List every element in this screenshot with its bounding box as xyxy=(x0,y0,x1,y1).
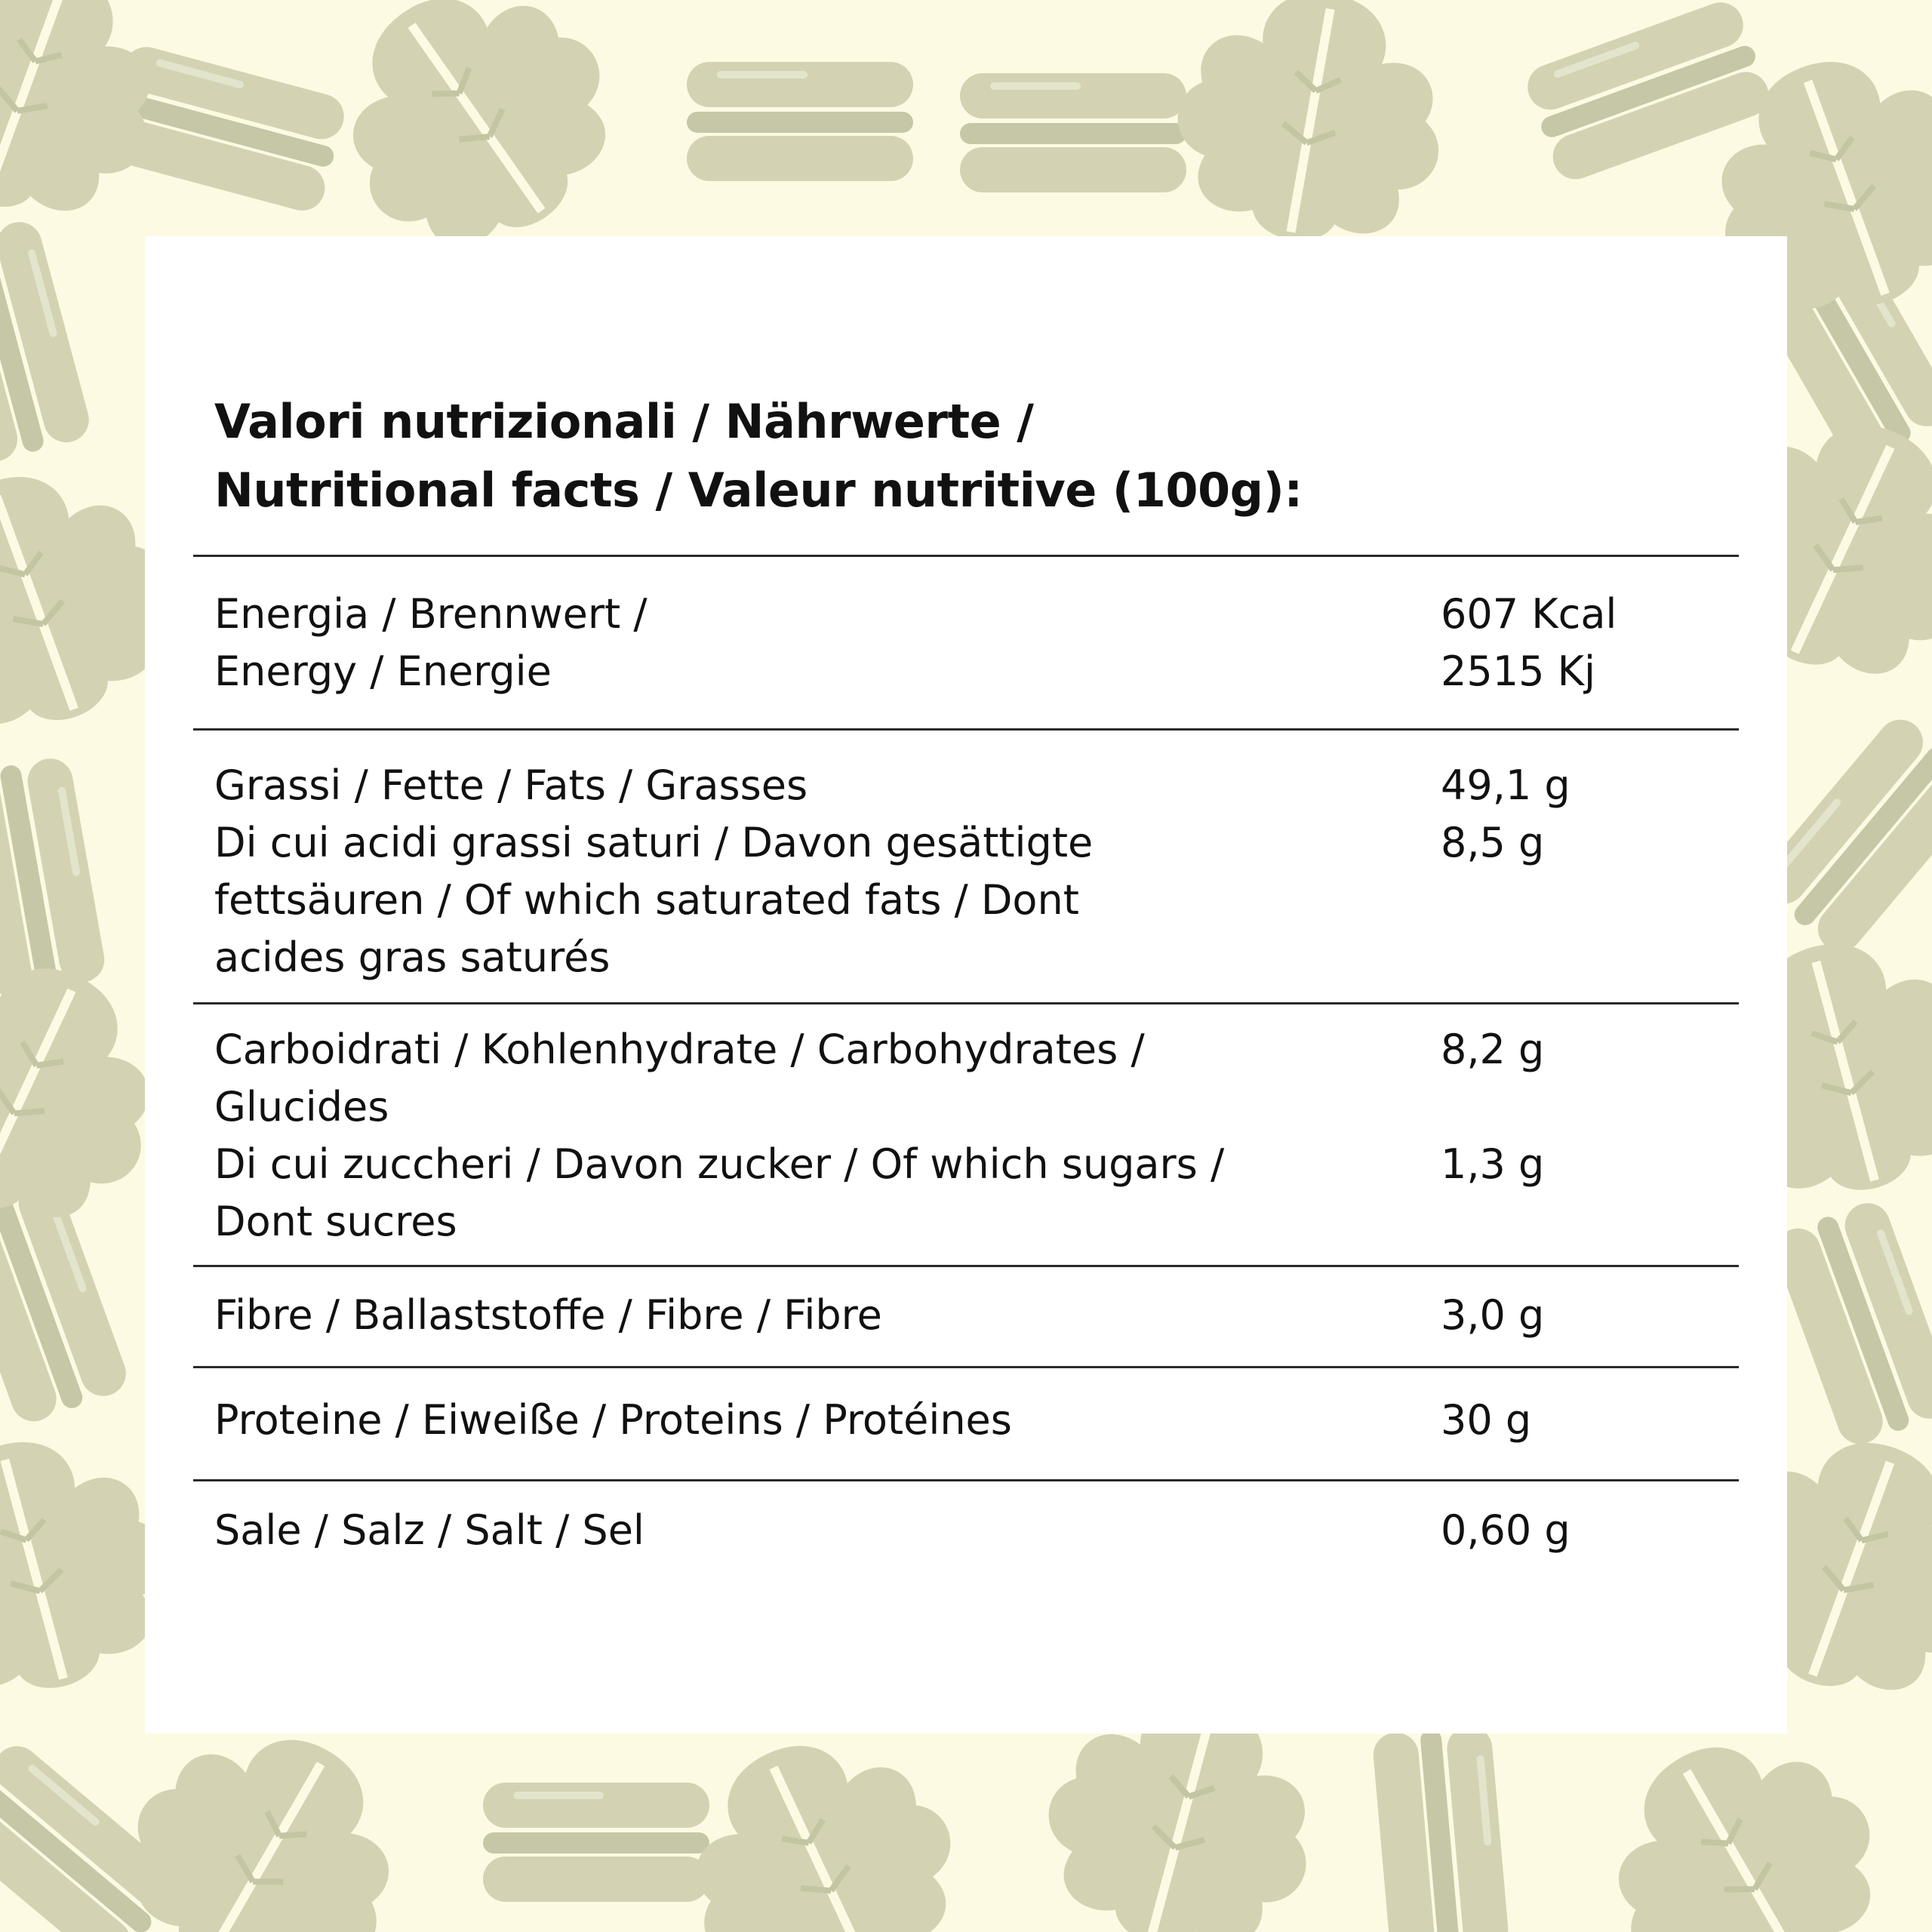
title-line: Valori nutrizionali / Nährwerte / xyxy=(214,394,1034,449)
nutrient-sub-label: Di cui zuccheri / Davon zucker / Of which sugars / xyxy=(214,1140,1225,1188)
nutrient-sub-label: Dont sucres xyxy=(214,1198,457,1245)
nutrition-table xyxy=(193,555,1739,1592)
nutrient-label: Proteine / Eiweiße / Proteins / Protéines xyxy=(214,1396,1012,1444)
nutrient-label: Grassi / Fette / Fats / Grasses xyxy=(214,761,808,809)
nutrient-sub-value: 1,3 g xyxy=(1441,1140,1545,1188)
table-row-salt xyxy=(193,1479,1739,1592)
nutrient-value: 30 g xyxy=(1441,1396,1532,1444)
nutrient-sub-label: Di cui acidi grassi saturi / Davon gesättigte xyxy=(214,819,1094,866)
nutrient-value: 8,2 g xyxy=(1441,1026,1545,1073)
nutrient-value: 607 Kcal xyxy=(1441,590,1617,638)
nutrient-label: Fibre / Ballaststoffe / Fibre / Fibre xyxy=(214,1291,882,1339)
nutrient-sub-label: fettsäuren / Of which saturated fats / Dont xyxy=(214,876,1079,924)
nutrient-value: 3,0 g xyxy=(1441,1291,1545,1339)
table-row-fats xyxy=(193,728,1739,1002)
nutrient-value: 2515 Kj xyxy=(1441,648,1596,695)
title-line: Nutritional facts / Valeur nutritive (100g): xyxy=(214,463,1303,518)
nutrient-sub-label: acides gras saturés xyxy=(214,934,611,981)
nutrition-title xyxy=(214,387,1303,525)
nutrient-label: Glucides xyxy=(214,1083,389,1131)
nutrient-label: Sale / Salz / Salt / Sel xyxy=(214,1506,645,1554)
nutrient-value: 49,1 g xyxy=(1441,761,1571,809)
nutrient-label: Energia / Brennwert / xyxy=(214,590,648,638)
nutrient-value: 0,60 g xyxy=(1441,1506,1571,1554)
nutrient-label: Carboidrati / Kohlenhydrate / Carbohydrates / xyxy=(214,1026,1145,1073)
table-row-energy xyxy=(193,555,1739,728)
nutrition-card xyxy=(145,236,1787,1734)
nutrient-label: Energy / Energie xyxy=(214,648,552,695)
table-row-carbohydrates xyxy=(193,1002,1739,1265)
table-row-fibre xyxy=(193,1265,1739,1366)
table-row-proteins xyxy=(193,1366,1739,1479)
nutrient-sub-value: 8,5 g xyxy=(1441,819,1545,866)
